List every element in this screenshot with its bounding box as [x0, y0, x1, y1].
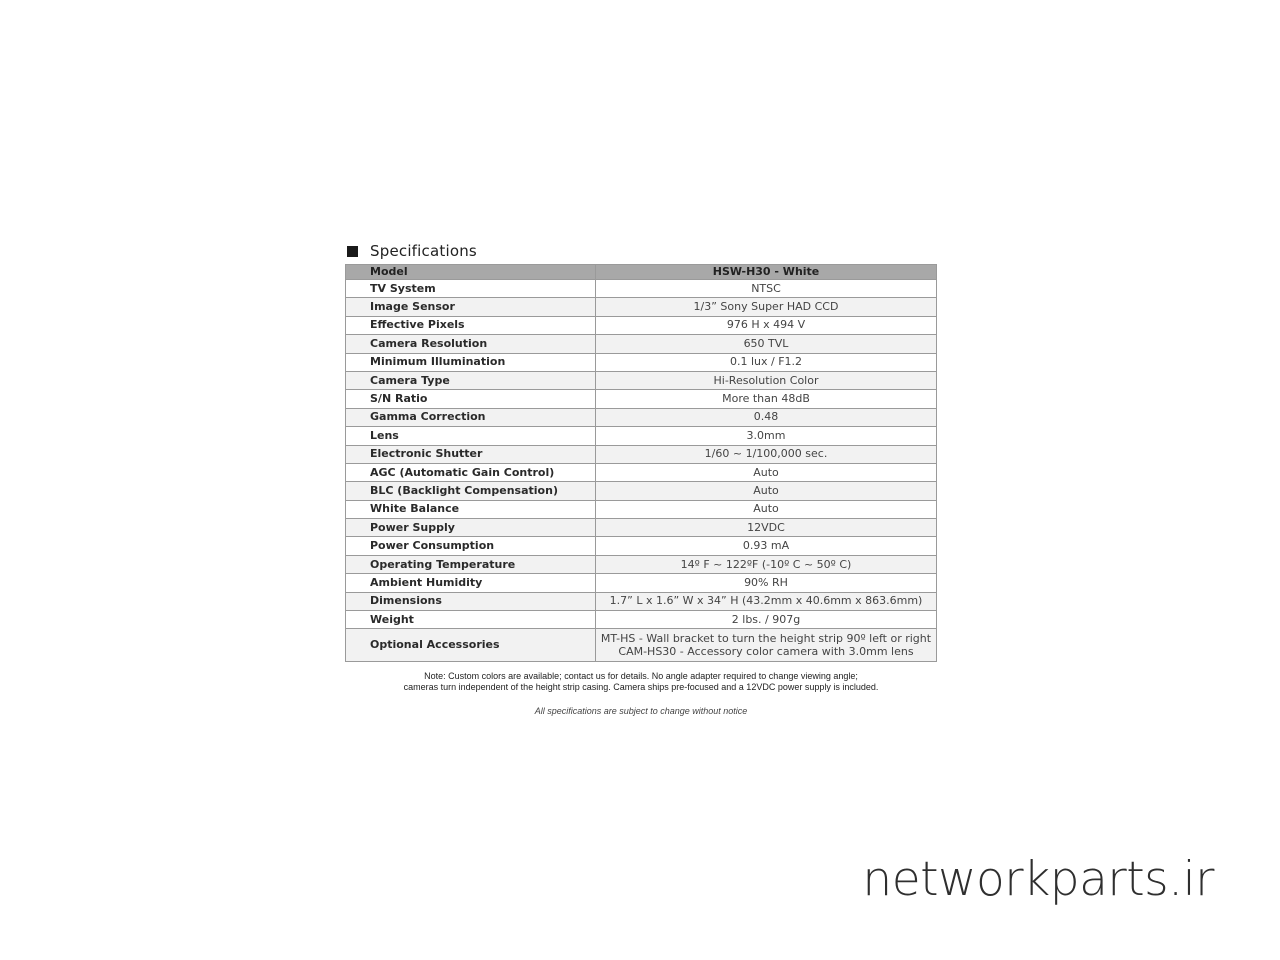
table-row — [346, 445, 937, 463]
table-header-row — [346, 265, 937, 280]
specifications-table — [345, 264, 937, 662]
row-value: NTSC — [596, 280, 937, 298]
accessory-line: MT-HS - Wall bracket to turn the height strip 90º left or right — [600, 632, 932, 646]
row-label: Camera Type — [346, 371, 596, 389]
table-row — [346, 316, 937, 334]
row-label: AGC (Automatic Gain Control) — [346, 463, 596, 481]
table-row — [346, 592, 937, 610]
table-row — [346, 390, 937, 408]
row-value: 1.7” L x 1.6” W x 34” H (43.2mm x 40.6mm x 863.6mm) — [596, 592, 937, 610]
note-text — [345, 671, 937, 693]
row-value: 14º F ~ 122ºF (-10º C ~ 50º C) — [596, 555, 937, 573]
row-label: Optional Accessories — [346, 629, 596, 662]
row-label: Camera Resolution — [346, 335, 596, 353]
table-row-accessories — [346, 629, 937, 662]
note-line: Note: Custom colors are available; contact us for details. No angle adapter required to change viewing angle; — [424, 671, 858, 681]
row-value: 650 TVL — [596, 335, 937, 353]
row-label: Electronic Shutter — [346, 445, 596, 463]
row-label: Power Consumption — [346, 537, 596, 555]
watermark-logo: networkparts.ir — [862, 852, 1214, 907]
table-row — [346, 519, 937, 537]
row-label: Gamma Correction — [346, 408, 596, 426]
row-value: 0.48 — [596, 408, 937, 426]
row-value: 90% RH — [596, 574, 937, 592]
section-title: Specifications — [370, 242, 477, 260]
table-row — [346, 335, 937, 353]
table-row — [346, 574, 937, 592]
table-row — [346, 371, 937, 389]
row-value: 3.0mm — [596, 427, 937, 445]
table-row — [346, 463, 937, 481]
header-value: HSW-H30 - White — [596, 265, 937, 280]
row-label: Operating Temperature — [346, 555, 596, 573]
note-line: cameras turn independent of the height strip casing. Camera ships pre-focused and a 12VDC power supply is included. — [403, 682, 879, 692]
row-value — [596, 629, 937, 662]
table-row — [346, 408, 937, 426]
row-value: Auto — [596, 500, 937, 518]
row-value: Auto — [596, 463, 937, 481]
specifications-section — [345, 240, 937, 662]
header-label: Model — [346, 265, 596, 280]
row-label: Dimensions — [346, 592, 596, 610]
table-row — [346, 280, 937, 298]
table-row — [346, 298, 937, 316]
row-label: Power Supply — [346, 519, 596, 537]
row-label: Ambient Humidity — [346, 574, 596, 592]
table-row — [346, 482, 937, 500]
row-value: Auto — [596, 482, 937, 500]
row-value: Hi-Resolution Color — [596, 371, 937, 389]
table-row — [346, 500, 937, 518]
row-label: Minimum Illumination — [346, 353, 596, 371]
row-label: TV System — [346, 280, 596, 298]
row-label: S/N Ratio — [346, 390, 596, 408]
row-label: Lens — [346, 427, 596, 445]
disclaimer-text: All specifications are subject to change without notice — [534, 706, 748, 716]
row-label: Weight — [346, 611, 596, 629]
row-label: Image Sensor — [346, 298, 596, 316]
row-value: 0.93 mA — [596, 537, 937, 555]
section-header — [345, 240, 937, 262]
row-label: Effective Pixels — [346, 316, 596, 334]
row-value: More than 48dB — [596, 390, 937, 408]
row-value: 1/3” Sony Super HAD CCD — [596, 298, 937, 316]
table-row — [346, 537, 937, 555]
table-row — [346, 611, 937, 629]
table-row — [346, 555, 937, 573]
row-value: 1/60 ~ 1/100,000 sec. — [596, 445, 937, 463]
row-value: 0.1 lux / F1.2 — [596, 353, 937, 371]
table-row — [346, 427, 937, 445]
row-value: 12VDC — [596, 519, 937, 537]
row-value: 2 lbs. / 907g — [596, 611, 937, 629]
row-label: White Balance — [346, 500, 596, 518]
table-row — [346, 353, 937, 371]
row-label: BLC (Backlight Compensation) — [346, 482, 596, 500]
square-bullet-icon — [347, 246, 358, 257]
row-value: 976 H x 494 V — [596, 316, 937, 334]
accessory-line: CAM-HS30 - Accessory color camera with 3.0mm lens — [618, 645, 914, 659]
